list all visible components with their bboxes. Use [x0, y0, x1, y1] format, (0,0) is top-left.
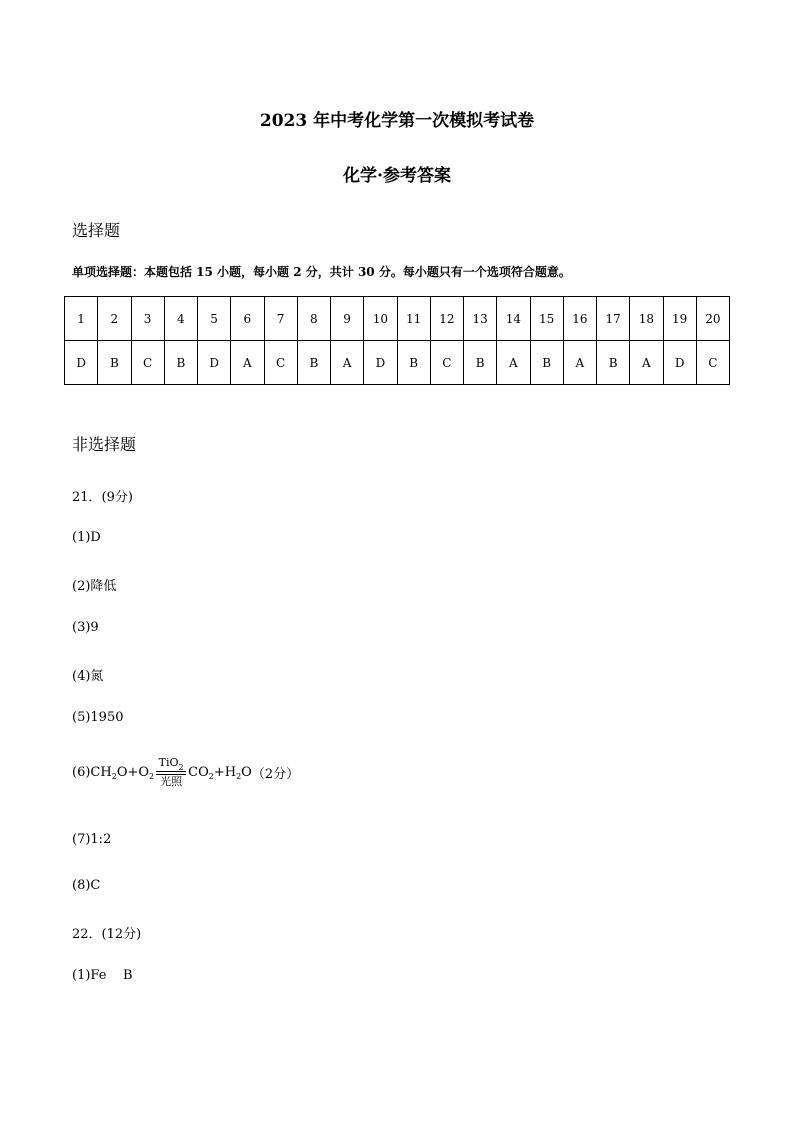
- q21-answer-2: (2)降低: [72, 579, 117, 594]
- answer-cell: B: [464, 341, 497, 385]
- answer-cell: D: [364, 341, 397, 385]
- reactant-o2-subscript: 2: [149, 772, 155, 781]
- answer-cell: B: [98, 341, 131, 385]
- question-number-cell: 20: [696, 297, 729, 341]
- question-number-cell: 7: [264, 297, 297, 341]
- question-number-cell: 5: [198, 297, 231, 341]
- section-heading-multiple-choice: 选择题: [72, 221, 121, 240]
- answer-cell: B: [597, 341, 630, 385]
- light-condition-label: 光照: [160, 775, 183, 788]
- question-number-cell: 12: [430, 297, 463, 341]
- answer-cell: A: [231, 341, 264, 385]
- answer-cell: D: [198, 341, 231, 385]
- question-number-cell: 1: [65, 297, 98, 341]
- product-co2-subscript: 2: [208, 772, 214, 781]
- q22-answer-1: (1)Fe B: [72, 968, 133, 983]
- answer-cell: D: [663, 341, 696, 385]
- answer-cell: C: [131, 341, 164, 385]
- answer-cell: A: [497, 341, 530, 385]
- page-subtitle: 化学·参考答案: [343, 166, 451, 186]
- answer-cell: C: [264, 341, 297, 385]
- equation-prefix: (6): [72, 765, 91, 780]
- question-number-cell: 10: [364, 297, 397, 341]
- product-co2: CO: [188, 765, 209, 780]
- answer-cell: B: [297, 341, 330, 385]
- answer-cell: C: [696, 341, 729, 385]
- q21-header: 21．(9分): [72, 490, 133, 505]
- question-number-cell: 15: [530, 297, 563, 341]
- question-number-cell: 2: [98, 297, 131, 341]
- page-title: 2023 年中考化学第一次模拟考试卷: [259, 111, 535, 131]
- product-h2o-subscript: 2: [236, 772, 242, 781]
- q21-answer-3: (3)9: [72, 620, 99, 635]
- q21-answer-5: (5)1950: [72, 710, 124, 725]
- question-number-cell: 13: [464, 297, 497, 341]
- catalyst-subscript: 2: [178, 763, 184, 772]
- q21-answer-8: (8)C: [72, 878, 101, 893]
- product-h2o: +H: [213, 765, 237, 780]
- question-number-cell: 8: [297, 297, 330, 341]
- answer-cell: C: [430, 341, 463, 385]
- answer-cell: B: [164, 341, 197, 385]
- answer-table: [64, 296, 730, 385]
- section-heading-non-choice: 非选择题: [72, 435, 137, 454]
- q21-answer-6-equation: [72, 757, 299, 788]
- question-number-cell: 9: [331, 297, 364, 341]
- q21-answer-7: (7)1:2: [72, 832, 112, 847]
- question-number-cell: 19: [663, 297, 696, 341]
- q21-answer-1: (1)D: [72, 530, 101, 545]
- question-number-cell: 18: [630, 297, 663, 341]
- reactant-ch2o: CH: [90, 765, 112, 780]
- answer-cell: A: [630, 341, 663, 385]
- answer-row: [65, 341, 730, 385]
- q21-answer-4: (4)氮: [72, 669, 104, 684]
- product-h2o-rest: O: [241, 765, 252, 780]
- equation-score: （2分）: [251, 767, 300, 782]
- question-number-cell: 14: [497, 297, 530, 341]
- reactant-ch2o-subscript: 2: [111, 772, 117, 781]
- question-number-cell: 6: [231, 297, 264, 341]
- question-number-row: [65, 297, 730, 341]
- answer-cell: A: [331, 341, 364, 385]
- question-number-cell: 4: [164, 297, 197, 341]
- q22-header: 22．(12分): [72, 927, 142, 942]
- reaction-condition-arrow: [156, 757, 186, 788]
- catalyst-label: TiO: [158, 756, 179, 769]
- answer-cell: A: [563, 341, 596, 385]
- reactant-o2: O+O: [116, 765, 150, 780]
- answer-cell: B: [530, 341, 563, 385]
- question-number-cell: 3: [131, 297, 164, 341]
- question-number-cell: 11: [397, 297, 430, 341]
- instruction-text: 单项选择题：本题包括 15 小题，每小题 2 分，共计 30 分。每小题只有一个选项符合题意。: [72, 265, 571, 279]
- question-number-cell: 16: [563, 297, 596, 341]
- answer-cell: D: [65, 341, 98, 385]
- question-number-cell: 17: [597, 297, 630, 341]
- answer-cell: B: [397, 341, 430, 385]
